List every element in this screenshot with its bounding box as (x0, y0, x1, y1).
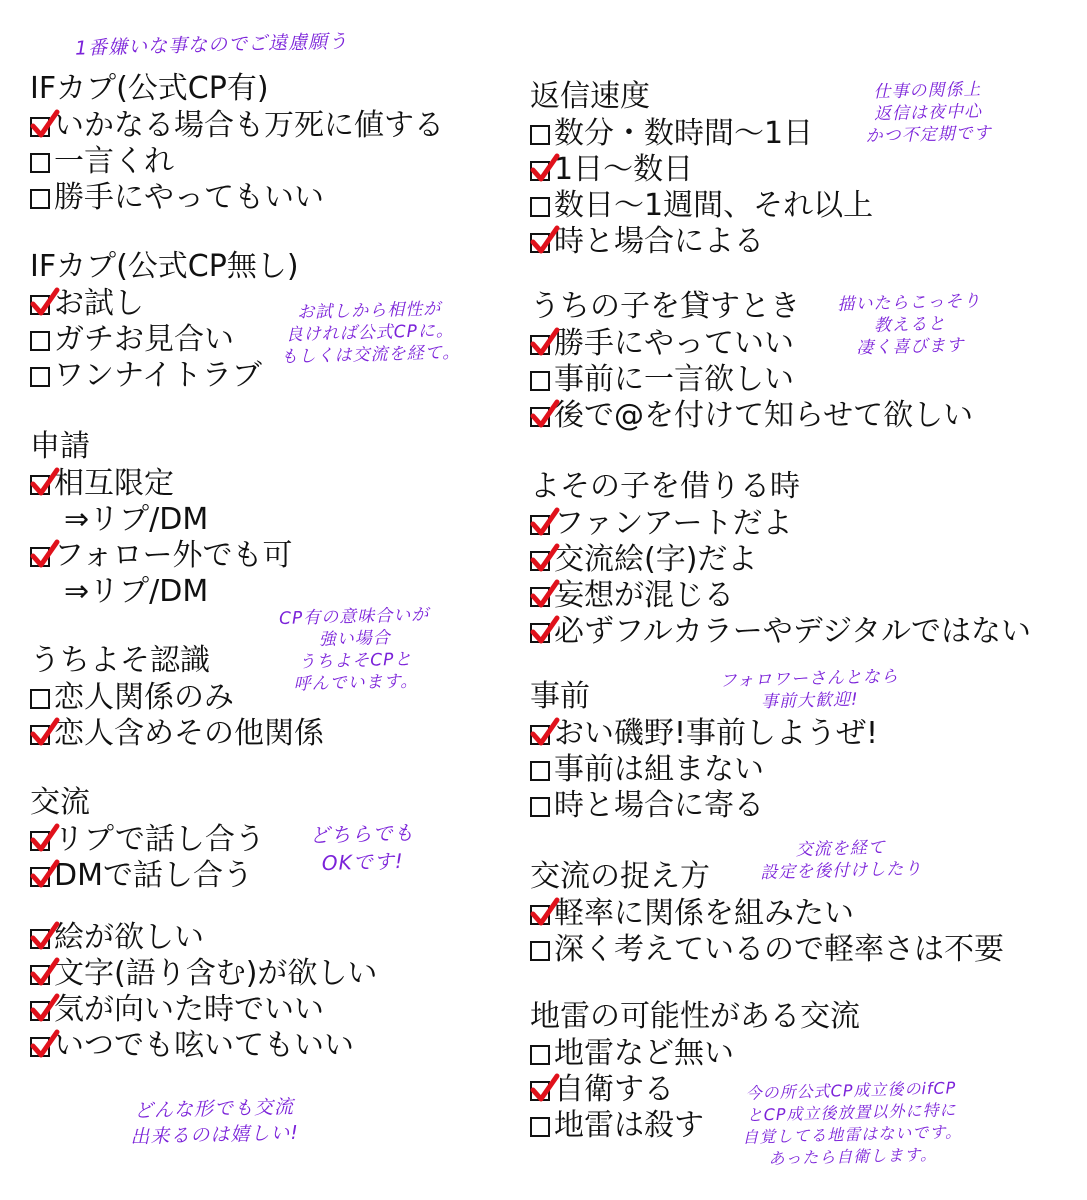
section-title: 地雷の可能性がある交流 (530, 999, 860, 1034)
checked-checkbox-icon (30, 1037, 50, 1057)
checked-checkbox-icon (530, 407, 550, 427)
checked-checkbox-icon (30, 831, 50, 851)
left-section-0 (30, 72, 444, 216)
red-checkmark-icon (530, 153, 560, 183)
checklist-item (30, 538, 293, 574)
right-section-0 (530, 80, 873, 260)
red-checkmark-icon (30, 467, 60, 497)
red-checkmark-icon (30, 859, 60, 889)
checklist-item (30, 920, 377, 956)
note-line: 強い場合 (318, 628, 392, 650)
item-label: 数日〜1週間、それ以上 (554, 188, 874, 223)
red-checkmark-icon (530, 543, 560, 573)
item-label: ファンアートだよ (554, 506, 793, 541)
checklist-item (530, 578, 1031, 614)
item-label: 後で@を付けて知らせて欲しい (554, 398, 974, 433)
checked-checkbox-icon (530, 161, 550, 181)
checklist-item (30, 286, 299, 322)
header-note (75, 30, 349, 59)
checklist-item (530, 788, 878, 824)
section-title: よその子を借りる時 (530, 469, 800, 504)
note-line: かつ不定期です (865, 123, 992, 147)
empty-checkbox-icon (30, 331, 50, 351)
checked-checkbox-icon (30, 117, 50, 137)
checked-checkbox-icon (30, 867, 50, 887)
checked-checkbox-icon (530, 905, 550, 925)
checklist-item (30, 466, 293, 502)
item-label: 勝手にやってもいい (54, 180, 324, 215)
section-title: IFカプ(公式CP有) (30, 71, 269, 106)
note-line: 今の所公式CP成立後のifCP (745, 1078, 957, 1103)
section-title: 交流 (30, 785, 90, 820)
red-checkmark-icon (30, 717, 60, 747)
note-line: 交流を経て (795, 837, 886, 861)
item-subtext (30, 502, 293, 538)
note-trial (279, 298, 460, 369)
item-label: 時と場合に寄る (554, 788, 764, 823)
checked-checkbox-icon (530, 623, 550, 643)
checklist-item (30, 716, 324, 752)
section-title: 申請 (30, 429, 90, 464)
checked-checkbox-icon (530, 725, 550, 745)
checklist-item (30, 108, 444, 144)
section-title: うちよそ認識 (30, 643, 210, 678)
item-label: 交流絵(字)だよ (554, 542, 758, 577)
checklist-item (30, 956, 377, 992)
checked-checkbox-icon (530, 551, 550, 571)
item-label: 事前は組まない (554, 752, 764, 787)
checked-checkbox-icon (30, 1001, 50, 1021)
note-line: 返信は夜中心 (873, 101, 983, 125)
note-line: CP有の意味合いが (278, 605, 430, 629)
checklist-item (530, 932, 1004, 968)
red-checkmark-icon (530, 717, 560, 747)
item-label: 文字(語り含む)が欲しい (54, 956, 378, 991)
left-section-4 (30, 786, 265, 894)
item-label: 勝手にやっていい (554, 326, 794, 361)
item-label: 気が向いた時でいい (54, 992, 324, 1027)
checklist-item (530, 1036, 860, 1072)
checklist-item (30, 322, 299, 358)
checked-checkbox-icon (530, 335, 550, 355)
item-label: お試し (54, 286, 144, 321)
item-label: リプで話し合う (54, 822, 265, 857)
header-note-text: 1番嫌いな事なのでご遠慮願う (74, 30, 349, 60)
item-label: 絵が欲しい (54, 920, 204, 955)
red-checkmark-icon (30, 109, 60, 139)
checked-checkbox-icon (530, 515, 550, 535)
empty-checkbox-icon (530, 797, 550, 817)
red-checkmark-icon (30, 823, 60, 853)
empty-checkbox-icon (30, 367, 50, 387)
note-line: 出来るのは嬉しい! (130, 1121, 300, 1149)
red-checkmark-icon (530, 327, 560, 357)
red-checkmark-icon (530, 399, 560, 429)
note-line: 仕事の関係上 (873, 79, 982, 103)
item-label: ワンナイトラブ (54, 358, 262, 393)
note-cp (279, 604, 431, 696)
note-line: 設定を後付けしたり (760, 858, 923, 884)
item-label: 恋人含めその他関係 (54, 716, 324, 751)
note-line: 良ければ公式CPに。 (285, 320, 455, 346)
note-reply-speed (864, 78, 992, 147)
checklist-item (30, 1028, 377, 1064)
note-line: とCP成立後放置以外に特に (746, 1100, 957, 1125)
item-label: 数分・数時間〜1日 (554, 116, 814, 151)
red-checkmark-icon (530, 225, 560, 255)
checklist-item (530, 614, 1031, 650)
item-label: ⇒リプ/DM (64, 502, 209, 537)
checked-checkbox-icon (530, 1081, 550, 1101)
red-checkmark-icon (530, 615, 560, 645)
item-label: 時と場合による (554, 224, 764, 259)
item-label: 地雷は殺す (554, 1108, 704, 1143)
item-label: 自衛する (554, 1072, 674, 1107)
checked-checkbox-icon (530, 233, 550, 253)
section-title: 事前 (530, 679, 590, 714)
note-line: もしくは交流を経て。 (280, 342, 461, 368)
item-label: 一言くれ (54, 144, 174, 179)
note-line: 自覚してる地雷はないです。 (742, 1122, 963, 1147)
checklist-item (30, 992, 377, 1028)
item-label: 妄想が混じる (554, 578, 734, 613)
empty-checkbox-icon (530, 125, 550, 145)
item-label: フォロー外でも可 (54, 538, 293, 573)
checklist-item (530, 362, 973, 398)
note-line: フォロワーさんとなら (719, 666, 900, 692)
empty-checkbox-icon (530, 371, 550, 391)
item-label: 軽率に関係を組みたい (554, 896, 854, 931)
item-label: いつでも呟いてもいい (54, 1028, 354, 1063)
empty-checkbox-icon (530, 1117, 550, 1137)
empty-checkbox-icon (30, 153, 50, 173)
note-follower (719, 666, 899, 715)
checked-checkbox-icon (30, 475, 50, 495)
note-line: 凄く喜びます (856, 335, 965, 359)
note-either (309, 819, 415, 878)
checklist-item (530, 152, 873, 188)
empty-checkbox-icon (30, 689, 50, 709)
checklist-item (30, 358, 299, 394)
item-label: 1日〜数日 (554, 152, 694, 187)
section-title: 返信速度 (530, 79, 650, 114)
empty-checkbox-icon (530, 941, 550, 961)
empty-checkbox-icon (530, 197, 550, 217)
checked-checkbox-icon (30, 295, 50, 315)
checklist-item (530, 188, 873, 224)
note-lend (837, 290, 982, 360)
checklist-item (30, 858, 265, 894)
checklist-item (530, 716, 878, 752)
checklist-item (530, 224, 873, 260)
red-checkmark-icon (30, 921, 60, 951)
checked-checkbox-icon (30, 929, 50, 949)
item-label: 事前に一言欲しい (554, 362, 794, 397)
checked-checkbox-icon (30, 965, 50, 985)
note-line: どんな形でも交流 (133, 1095, 295, 1123)
note-line: 事前大歓迎! (760, 689, 860, 713)
checklist-item (530, 752, 878, 788)
checklist-item (30, 180, 444, 216)
checked-checkbox-icon (30, 547, 50, 567)
item-label: いかなる場合も万死に値する (54, 108, 444, 143)
note-line: 呼んでいます。 (293, 671, 419, 695)
red-checkmark-icon (30, 957, 60, 987)
checked-checkbox-icon (530, 587, 550, 607)
checklist-item (30, 144, 444, 180)
checklist-item (30, 680, 324, 716)
item-label: おい磯野!事前しようぜ! (554, 716, 879, 751)
checklist-item (530, 542, 1031, 578)
left-section-1 (30, 250, 299, 394)
section-title: うちの子を貸すとき (530, 289, 800, 324)
section-title: 交流の捉え方 (530, 859, 710, 894)
note-line: 教えると (873, 314, 947, 336)
red-checkmark-icon (530, 897, 560, 927)
note-line: うちよそCPと (298, 649, 413, 673)
checklist-item (530, 116, 873, 152)
note-line: あったら自衛します。 (768, 1144, 938, 1169)
item-label: 相互限定 (54, 466, 174, 501)
item-label: 深く考えているので軽率さは不要 (554, 932, 1004, 967)
item-subtext (30, 574, 293, 610)
note-setting (759, 836, 922, 884)
checklist-item (530, 506, 1031, 542)
red-checkmark-icon (530, 1073, 560, 1103)
red-checkmark-icon (30, 993, 60, 1023)
section-title: IFカプ(公式CP無し) (30, 249, 299, 284)
left-section-2 (30, 430, 293, 610)
red-checkmark-icon (530, 507, 560, 537)
right-section-2 (530, 470, 1031, 650)
empty-checkbox-icon (530, 761, 550, 781)
item-label: 恋人関係のみ (54, 680, 234, 715)
item-label: 必ずフルカラーやデジタルではない (554, 614, 1031, 649)
note-landmine (741, 1077, 963, 1171)
red-checkmark-icon (30, 539, 60, 569)
note-happy (129, 1094, 299, 1150)
note-line: OKです! (321, 848, 405, 876)
note-line: お試しから相性が (297, 299, 442, 323)
item-label: DMで話し合う (54, 858, 253, 893)
checklist-item (30, 822, 265, 858)
checklist-item (530, 896, 1004, 932)
empty-checkbox-icon (530, 1045, 550, 1065)
note-line: 描いたらこっそり (837, 291, 982, 315)
left-section-5 (30, 920, 377, 1064)
red-checkmark-icon (30, 287, 60, 317)
item-label: ⇒リプ/DM (64, 574, 209, 609)
item-label: ガチお見合い (54, 322, 234, 357)
checked-checkbox-icon (30, 725, 50, 745)
empty-checkbox-icon (30, 189, 50, 209)
item-label: 地雷など無い (554, 1036, 734, 1071)
red-checkmark-icon (30, 1029, 60, 1059)
red-checkmark-icon (530, 579, 560, 609)
checklist-item (530, 398, 973, 434)
note-line: どちらでも (309, 820, 415, 848)
